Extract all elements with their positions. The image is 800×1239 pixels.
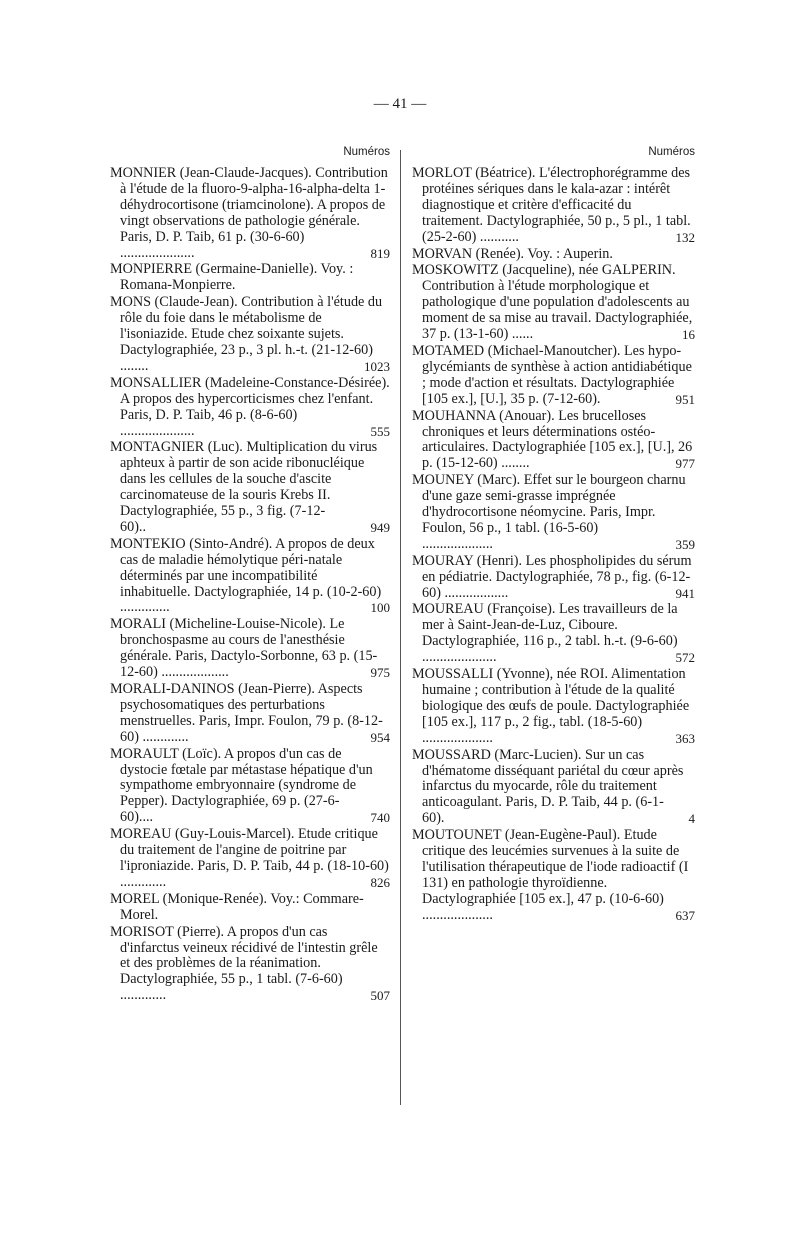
index-entry [412, 748, 695, 828]
entry-text: Alimentation humaine ; contribution à l'étude de la qualité biologique des œufs de poule. Dactylographiée [105 ex.], 117 p., 2 fig., tabl. (18-5-60) .................... [422, 666, 690, 746]
entry-author: MORAULT (Loïc). [110, 745, 222, 762]
entry-author: MONNIER (Jean-Claude-Jacques). [110, 165, 312, 181]
index-entry [412, 554, 695, 602]
entry-author: MOUTOUNET (Jean-Eugène-Paul). [412, 827, 621, 844]
entry-text: Aspects psychosomatiques des perturbations menstruelles. Paris, Impr. Foulon, 79 p. (8-12-60) ............. [120, 681, 383, 745]
entry-author: MOURAY (Henri). [412, 552, 523, 569]
entry-numero: 949 [370, 519, 390, 535]
entry-text: Voy.: Commare-Morel. [120, 890, 364, 923]
entry-numero: 819 [370, 245, 390, 261]
entry-author: MORISOT (Pierre). [110, 923, 225, 940]
entry-numero: 975 [370, 665, 390, 681]
index-entry [412, 473, 695, 553]
index-entry [412, 667, 695, 747]
entry-text: Multiplication du virus aphteux à partir de son acide ribonucléique dans les cellules de la souche d'ascite carcinomateuse de la souris Krebs II. Dactylographiée, 55 p., 3 fig. (7-12-60).. [120, 439, 378, 535]
entry-numero: 951 [675, 391, 695, 407]
entry-numero: 132 [675, 229, 695, 245]
entry-author: MONS (Claude-Jean). [110, 294, 238, 311]
index-entry [110, 617, 390, 681]
index-entry [110, 166, 390, 261]
entry-numero: 954 [370, 729, 390, 745]
entry-numero: 100 [370, 600, 390, 616]
entry-author: MORVAN (Renée). [412, 245, 525, 262]
entry-text: Contribution à l'étude de la fluoro-9-alpha-16-alpha-delta 1-déhydrocortisone (triamcinolone). A propos de vingt observations de pathologie générale. Paris, D. P. Taib, 61 p. (30-6-60) ..................... [120, 165, 388, 261]
entry-text: Voy. : Romana-Monpierre. [120, 261, 354, 294]
entry-author: MONTAGNIER (Luc). [110, 439, 243, 456]
entry-numero: 826 [370, 874, 390, 890]
entry-author: MOUSSALLI (Yvonne), née ROI. [412, 666, 608, 683]
entry-numero: 1023 [364, 358, 390, 374]
column-divider [400, 150, 401, 1105]
entry-author: MOUHANNA (Anouar). [412, 407, 555, 424]
index-entry [110, 440, 390, 535]
entry-author: MORLOT (Béatrice). [412, 165, 536, 181]
entry-numero: 363 [675, 730, 695, 746]
column-header-right: Numéros [648, 146, 695, 158]
entry-text: A propos d'un cas de dystocie fœtale par métastase hépatique d'un sympathome embryonnaire (syndrome de Pepper). Dactylographiée, 69 p. (27-6-60).... [120, 745, 373, 826]
entry-text: Les phospholipides du sérum en pédiatrie. Dactylographiée, 78 p., fig. (6-12-60) .................. [422, 552, 692, 601]
entry-author: MOUREAU (Françoise). [412, 601, 556, 618]
entry-text: Voy. : Auperin. [527, 245, 613, 262]
entry-author: MORALI (Micheline-Louise-Nicole). [110, 616, 326, 633]
entry-text: Etude critique du traitement de l'angine de poitrine par l'iproniazide. Paris, D. P. Taib, 44 p. (18-10-60) ............. [120, 826, 389, 890]
entry-numero: 507 [370, 988, 390, 1004]
index-entry [412, 828, 695, 923]
entry-author: MOSKOWITZ (Jacqueline), née GALPERIN. [412, 262, 676, 279]
entry-text: Les hypo-glycémiants de synthèse à action antidiabétique ; mode d'action et résultats. Dactylographiée [105 ex.], [U.], 35 p. (7-12-60). [422, 342, 692, 407]
entry-numero: 941 [675, 585, 695, 601]
index-entry [412, 344, 695, 408]
index-entry [110, 827, 390, 891]
entry-numero: 977 [675, 456, 695, 472]
index-entry [412, 409, 695, 473]
right-column [412, 146, 695, 925]
index-entry [412, 602, 695, 666]
entry-text: Les travailleurs de la mer à Saint-Jean-de-Luz, Ciboure. Dactylographiée, 116 p., 2 tabl. h.-t. (9-6-60) ..................... [422, 601, 678, 666]
entry-numero: 555 [370, 423, 390, 439]
index-entry [110, 376, 390, 440]
entry-author: MONPIERRE (Germaine-Danielle). [110, 261, 318, 278]
index-entry [110, 295, 390, 375]
index-entry [412, 263, 695, 343]
entry-author: MOREAU (Guy-Louis-Marcel). [110, 826, 295, 843]
column-header-left: Numéros [343, 146, 390, 158]
entry-numero: 16 [682, 327, 695, 343]
entry-text: Le bronchospasme au cours de l'anesthésie générale. Paris, Dactylo-Sorbonne, 63 p. (15-12-60) ................... [120, 616, 378, 681]
entry-numero: 637 [675, 907, 695, 923]
index-entry [412, 247, 695, 263]
index-entry [110, 925, 390, 1005]
entry-text: Les brucelloses chroniques et leurs déterminations ostéo-articulaires. Dactylographiée [105 ex.], [U.], 26 p. (15-12-60) ........ [422, 407, 693, 472]
entry-text: Sur un cas d'hématome disséquant pariétal du cœur après infarctus du myocarde, rôle du traitement anticoagulant. Paris, D. P. Taib, 44 p. (6-1-60). [422, 746, 684, 827]
index-entry [110, 682, 390, 746]
entry-author: MOUNEY (Marc). [412, 472, 521, 489]
entry-text: L'électrophorégramme des protéines sériques dans le kala-azar : intérêt diagnostique et critère d'efficacité du traitement. Dactylographiée, 50 p., 5 pl., 1 tabl. (25-2-60) ........... [422, 165, 691, 245]
entry-text: Contribution à l'étude morphologique et pathologique d'une population d'adolescents au moment de sa mise au travail. Dactylographiée, 37 p. (13-1-60) ...... [422, 278, 693, 343]
entry-numero: 740 [370, 810, 390, 826]
entry-text: Effet sur le bourgeon charnu d'une gaze semi-grasse imprégnée d'hydrocortisone néomycine. Paris, Impr. Foulon, 56 p., 1 tabl. (16-5-60) .................... [422, 472, 686, 552]
entry-author: MOREL (Monique-Renée). [110, 890, 268, 907]
entry-numero: 4 [688, 811, 695, 827]
entry-author: MOTAMED (Michael-Manoutcher). [412, 342, 621, 359]
entry-text: Etude critique des leucémies survenues à la suite de l'utilisation thérapeutique de l'iode radioactif (I 131) en pathologie thyroïdienne. Dactylographiée [105 ex.], 47 p. (10-6-60) .................... [422, 827, 689, 923]
index-entry [110, 262, 390, 294]
index-entry [110, 747, 390, 827]
entry-text: Contribution à l'étude du rôle du foie dans le métabolisme de l'isoniazide. Etude chez soixante sujets. Dactylographiée, 23 p., 3 pl. h.-t. (21-12-60) ........ [120, 294, 383, 374]
index-entry [110, 537, 390, 617]
index-entry [412, 166, 695, 246]
index-entry [110, 892, 390, 924]
entry-text: A propos de deux cas de maladie hémolytique péri-natale déterminés par une incompatibilité inhabituelle. Dactylographiée, 14 p. (10-2-60) .............. [120, 535, 382, 616]
left-column [110, 146, 390, 1005]
entry-author: MOUSSARD (Marc-Lucien). [412, 746, 582, 763]
entry-author: MORALI-DANINOS (Jean-Pierre). [110, 681, 315, 697]
entry-text: A propos d'un cas d'infarctus veineux récidivé de l'intestin grêle et des problèmes de la réanimation. Dactylographiée, 55 p., 1 tabl. (7-6-60) ............. [120, 923, 378, 1004]
entry-numero: 359 [675, 536, 695, 552]
entry-text: A propos des hypercorticismes chez l'enfant. Paris, D. P. Taib, 46 p. (8-6-60) ..................... [120, 390, 374, 439]
entry-numero: 572 [675, 650, 695, 666]
entry-author: MONSALLIER (Madeleine-Constance-Désirée). [110, 374, 390, 391]
page-number: — 41 — [373, 96, 427, 112]
entry-author: MONTEKIO (Sinto-André). [110, 535, 273, 552]
